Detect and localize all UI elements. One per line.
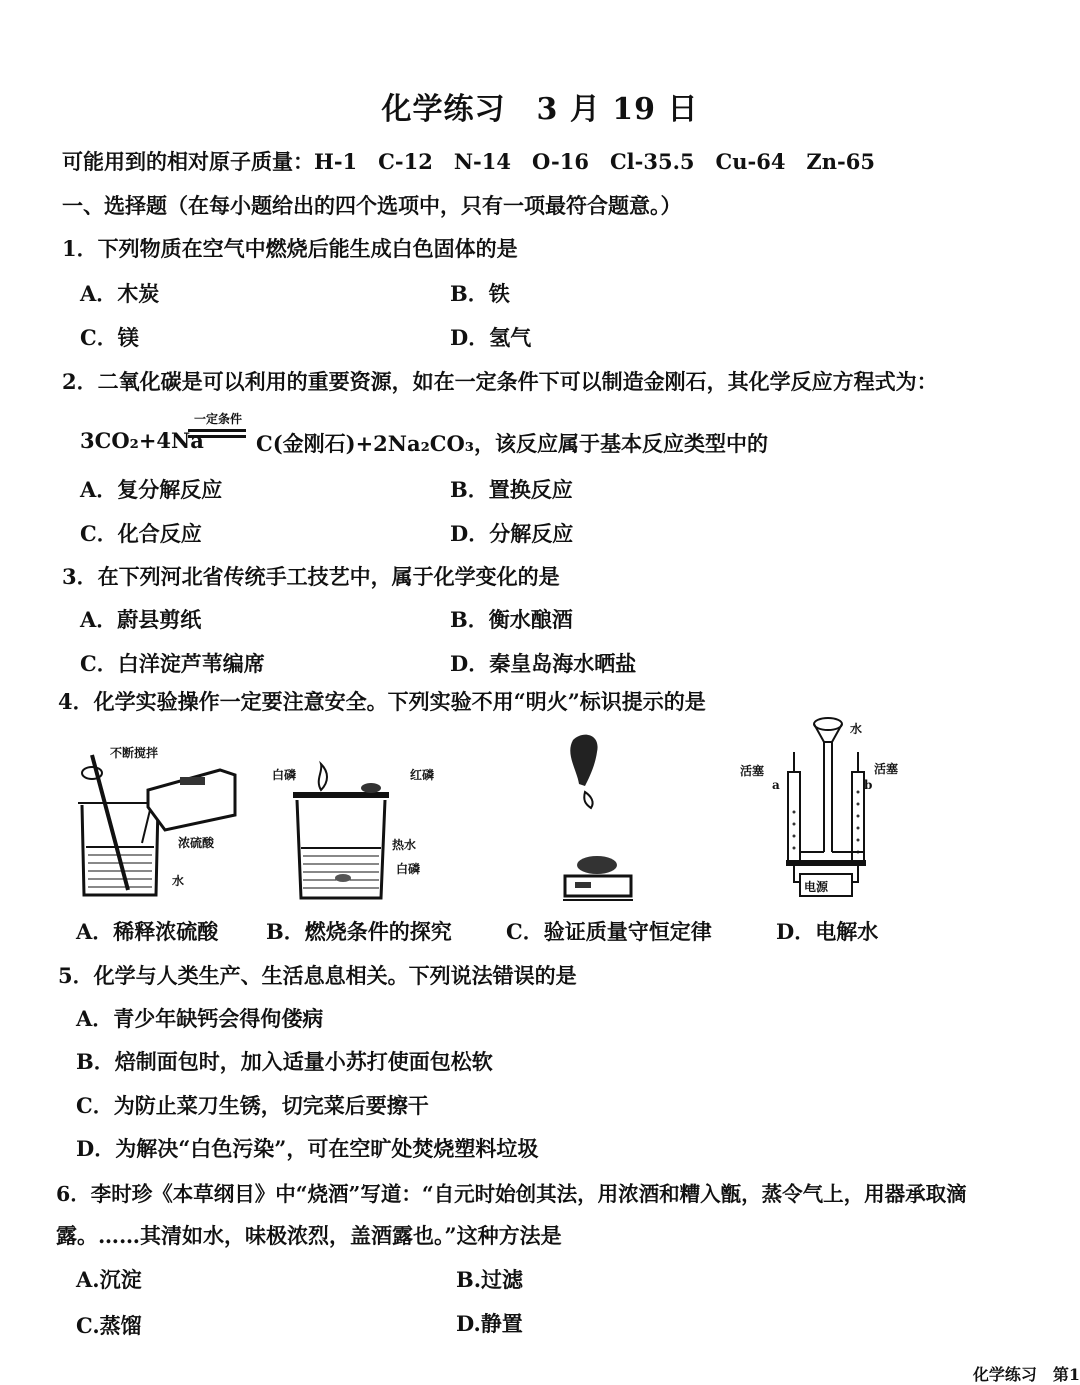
- page-title: 化学练习 3 月 19 日: [381, 92, 699, 127]
- label-water-d: 水: [850, 722, 863, 736]
- atomic-masses: 可能用到的相对原子质量：H-1 C-12 N-14 O-16 Cl-35.5 Cu-64 Zn-65: [62, 149, 875, 174]
- q5-option-c: C．为防止菜刀生锈，切完菜后要擦干: [76, 1093, 429, 1118]
- label-stopcock-right: 活塞: [874, 762, 899, 776]
- q2-option-c: C．化合反应: [80, 521, 202, 546]
- q2-stem: 2．二氧化碳是可以利用的重要资源，如在一定条件下可以制造金刚石，其化学反应方程式为：: [62, 369, 938, 394]
- figure-dilute-acid: [70, 735, 250, 905]
- label-red-p: 红磷: [410, 768, 435, 782]
- q4-option-c: C．验证质量守恒定律: [506, 919, 712, 944]
- page-footer: 化学练习 第1: [972, 1365, 1080, 1384]
- q6-option-d: D.静置: [456, 1311, 523, 1336]
- q5-option-b: B．焙制面包时，加入适量小苏打使面包松软: [76, 1049, 493, 1074]
- q5-stem: 5．化学与人类生产、生活息息相关。下列说法错误的是: [58, 963, 577, 988]
- label-conc-acid: 浓硫酸: [178, 836, 215, 850]
- q6-option-b: B.过滤: [456, 1267, 524, 1292]
- label-hot-water: 热水: [392, 838, 417, 852]
- q6-stem-line1: 6．李时珍《本草纲目》中“烧酒”写道：“自元时始创其法，用浓酒和糟入甑，蒸令气上，用器承取滴: [56, 1182, 967, 1206]
- q2-equation-condition: 一定条件: [193, 412, 242, 426]
- q4-option-a: A．稀释浓硫酸: [76, 919, 219, 944]
- label-water-a: 水: [172, 874, 185, 888]
- label-power: 电源: [804, 880, 829, 894]
- q1-option-a: A．木炭: [80, 281, 160, 306]
- q3-option-b: B．衡水酿酒: [450, 607, 573, 632]
- q4-option-b: B．燃烧条件的探究: [266, 919, 452, 944]
- equals-sign-icon: [188, 429, 246, 438]
- q5-option-d: D．为解决“白色污染”，可在空旷处焚烧塑料垃圾: [76, 1136, 539, 1161]
- q2-option-d: D．分解反应: [450, 521, 574, 546]
- label-b: b: [864, 778, 873, 792]
- q2-option-a: A．复分解反应: [80, 477, 223, 502]
- label-a: a: [772, 778, 780, 792]
- q1-option-b: B．铁: [450, 281, 510, 306]
- q6-stem-line2: 露。……其清如水，味极浓烈，盖酒露也。”这种方法是: [56, 1223, 562, 1248]
- q1-stem: 1．下列物质在空气中燃烧后能生成白色固体的是: [62, 236, 518, 261]
- figure-electrolysis: [760, 712, 920, 902]
- q3-option-c: C．白洋淀芦苇编席: [80, 651, 265, 676]
- q6-option-c: C.蒸馏: [76, 1313, 142, 1338]
- figure-balance: [555, 730, 645, 905]
- q5-option-a: A．青少年缺钙会得佝偻病: [76, 1006, 324, 1031]
- q1-option-d: D．氢气: [450, 325, 532, 350]
- q4-option-d: D．电解水: [776, 919, 879, 944]
- q2-equation-left: 3CO₂+4Na: [80, 428, 204, 453]
- q2-equation-right: C(金刚石)+2Na₂CO₃，该反应属于基本反应类型中的: [256, 431, 768, 456]
- section-heading: 一、选择题（在每小题给出的四个选项中，只有一项最符合题意。）: [62, 193, 682, 218]
- q6-option-a: A.沉淀: [76, 1267, 142, 1292]
- label-white-p: 白磷: [272, 768, 297, 782]
- label-stopcock-left: 活塞: [740, 764, 765, 778]
- q3-option-a: A．蔚县剪纸: [80, 607, 202, 632]
- q4-stem: 4．化学实验操作一定要注意安全。下列实验不用“明火”标识提示的是: [58, 689, 706, 714]
- label-stir: 不断搅拌: [110, 746, 159, 760]
- q3-stem: 3．在下列河北省传统手工技艺中，属于化学变化的是: [62, 564, 560, 589]
- q2-option-b: B．置换反应: [450, 477, 573, 502]
- q1-option-c: C．镁: [80, 325, 139, 350]
- label-white-p-2: 白磷: [396, 862, 421, 876]
- q3-option-d: D．秦皇岛海水晒盐: [450, 651, 637, 676]
